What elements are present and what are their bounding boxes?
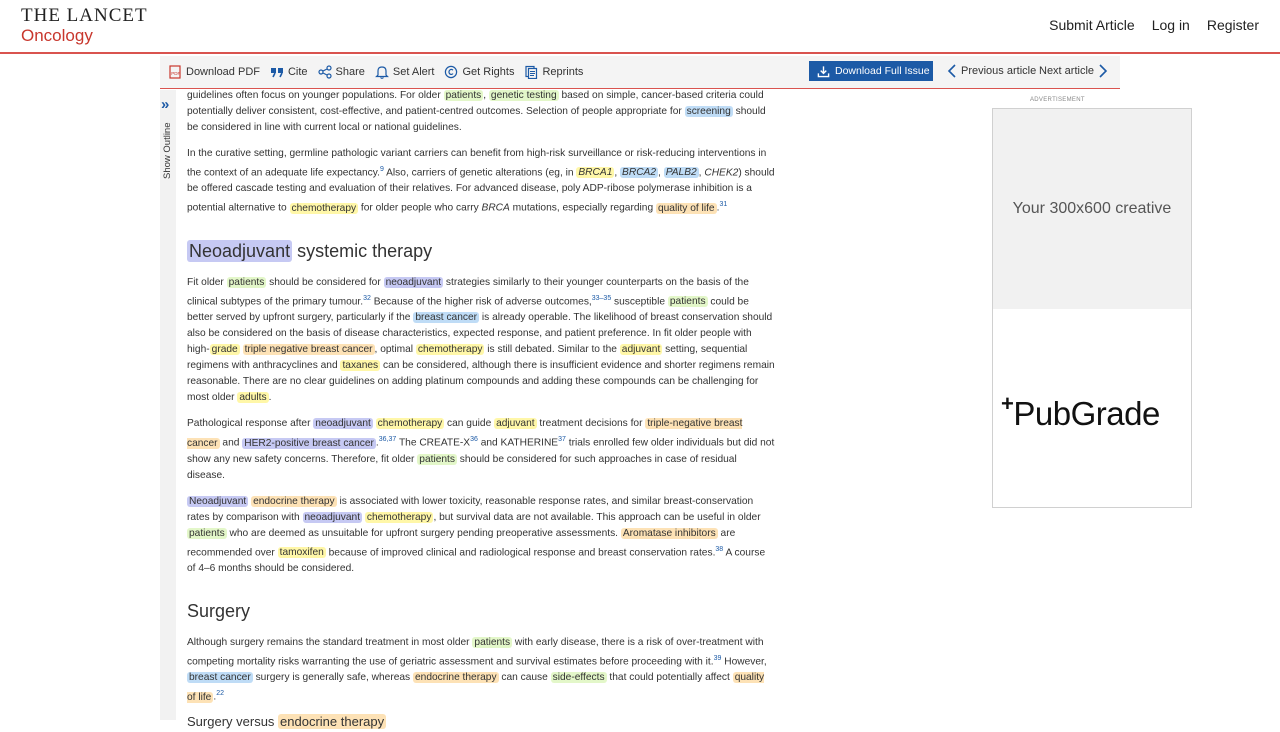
section-heading-neoadjuvant: Neoadjuvant systemic therapy: [189, 240, 433, 261]
show-outline-button[interactable]: [160, 97, 176, 187]
highlight-term[interactable]: chemotherapy: [417, 344, 483, 356]
reference-link[interactable]: 38: [715, 545, 724, 553]
reference-link[interactable]: 39: [713, 654, 722, 662]
site-header: [0, 0, 1280, 54]
reference-link[interactable]: 9: [379, 166, 384, 173]
journal-logo[interactable]: [21, 6, 148, 46]
highlight-term[interactable]: chemotherapy: [377, 418, 443, 430]
highlight-term[interactable]: patients: [445, 90, 482, 101]
highlight-term[interactable]: grade: [211, 344, 238, 356]
highlight-term[interactable]: patients: [228, 276, 265, 288]
paragraph: Although surgery remains the standard treatment in most older patients with early disease, there is a risk of over-treatment with competing mortality risks warranting the use of geriatric assessment and survival estimates before proceeding with it.$^{39}$ However, breast cancer surgery is generally safe, whereas endocrine therapy can cause side-effects that could potentially affect quality of life .$^{22}$: [187, 636, 767, 703]
highlight-term[interactable]: screening: [686, 106, 731, 117]
highlight-term[interactable]: tamoxifen: [279, 546, 324, 558]
copyright-icon: [444, 65, 458, 79]
gene-term[interactable]: BRCA1: [578, 167, 613, 179]
next-article-label: Next article: [1039, 65, 1095, 77]
download-full-issue-button[interactable]: [809, 61, 933, 81]
submit-article-link[interactable]: Submit Article: [1049, 17, 1135, 33]
highlight-term[interactable]: endocrine therapy: [414, 672, 497, 684]
highlight-term[interactable]: Neoadjuvant: [189, 240, 291, 261]
login-link[interactable]: Log in: [1151, 17, 1190, 33]
logo-line2: Oncology: [21, 26, 93, 45]
set-alert-button[interactable]: [375, 65, 435, 79]
top-nav: [1049, 17, 1259, 33]
highlight-term[interactable]: Neoadjuvant: [189, 495, 247, 507]
reference-link[interactable]: 36: [470, 436, 478, 444]
previous-article-link[interactable]: [947, 64, 1036, 78]
paragraph: Pathological response after neoadjuvant chemotherapy can guide adjuvant treatment decisions for triple-negative breast cancer and HER2-positive breast cancer .$^{36,37}$ The CREATE-$X^{36}$ and KATHERINE$^{37}$ trials enrolled few older individuals but did not show any new safety concerns. Therefore, fit older patients should be considered for such approaches in case of residual disease.: [187, 418, 775, 481]
gene-term[interactable]: BRCA2: [622, 167, 657, 179]
advertisement-label: ADVERTISEMENT: [1030, 97, 1085, 103]
get-rights-button[interactable]: [444, 65, 514, 79]
clipped-line: [187, 78, 775, 88]
ad-creative-placeholder: Your 300x600 creative: [993, 109, 1191, 309]
previous-article-label: Previous article: [961, 65, 1037, 77]
next-article-link[interactable]: [1039, 64, 1108, 78]
plus-icon: +: [1001, 391, 1014, 416]
highlight-term[interactable]: adults: [239, 392, 267, 404]
highlight-term[interactable]: neoadjuvant: [304, 511, 361, 523]
set-alert-label: Set Alert: [392, 66, 435, 78]
download-pdf-button[interactable]: [168, 65, 260, 79]
reprints-button[interactable]: [524, 65, 583, 79]
highlight-term[interactable]: patients: [669, 296, 706, 308]
cite-button[interactable]: [270, 65, 308, 79]
reference-link[interactable]: 36,37: [378, 436, 397, 444]
gene-term[interactable]: PALB2: [665, 167, 697, 179]
share-label: Share: [335, 66, 365, 78]
highlight-term[interactable]: genetic testing: [490, 90, 557, 101]
highlight-term[interactable]: breast cancer: [189, 672, 251, 684]
highlight-term[interactable]: patients: [189, 527, 225, 539]
gene-term: CHEK2: [704, 167, 739, 179]
logo-line1: THE LANCET: [21, 5, 148, 26]
reprints-icon: [524, 65, 538, 79]
reference-link[interactable]: 37: [558, 436, 566, 444]
pubgrade-logo: [1001, 391, 1160, 433]
highlight-term[interactable]: Aromatase inhibitors: [622, 527, 716, 539]
reference-link[interactable]: 31: [719, 201, 728, 209]
share-button[interactable]: [318, 65, 365, 79]
pubgrade-logo-text: PubGrade: [1013, 395, 1160, 432]
highlight-term[interactable]: adjuvant: [621, 344, 661, 356]
chevron-right-icon: [1098, 64, 1108, 78]
paragraph: Fit older patients should be considered for neoadjuvant strategies similarly to their younger counterparts on the basis of the clinical subtypes of the primary tumour.$^{32}$ Because of the higher risk of adverse outcomes,$^{33-35}$ susceptible patients could be better served by upfront surgery, particularly if the breast cancer is already operable. The likelihood of breast conservation should also be considered on the basis of disease characteristics, expected response, and patient preference. In fit older people with high- grade triple negative breast cancer , optimal chemotherapy is still debated. Similar to the adjuvant setting, sequential regimens with anthracyclines and taxanes can be considered, although there is insufficient evidence and shorter regimens remain reasonable. There are no clear guidelines on adding platinum compounds and adding these compounds can be challenging for most older adults .: [187, 276, 775, 404]
highlight-term[interactable]: taxanes: [342, 360, 379, 372]
bell-icon: [375, 65, 389, 79]
register-link[interactable]: Register: [1206, 17, 1259, 33]
highlight-term[interactable]: adjuvant: [496, 418, 535, 430]
download-full-issue-label: Download Full Issue: [835, 65, 930, 77]
show-outline-label: Show Outline: [162, 122, 173, 179]
article-body: [187, 78, 775, 732]
highlight-term[interactable]: triple-negative breast cancer: [187, 418, 743, 449]
highlight-term[interactable]: quality of life: [187, 672, 765, 703]
paragraph: In the curative setting, germline pathologic variant carriers can benefit from high-risk surveillance or risk-reducing interventions in the context of an adequate life expectancy.$^9$ Also, carriers of genetic alterations (eg, in BRCA1 , BRCA2 , PALB2 , CHEK2) should be offered cascade testing and evaluation of their relatives. For advanced disease, poly ADP-ribose polymerase inhibition is a potential alternative to chemotherapy for older people who carry BRCA mutations, especially regarding quality of life .$^{31}$: [187, 148, 775, 214]
highlight-term[interactable]: quality of life: [657, 202, 715, 214]
highlight-term[interactable]: endocrine therapy: [280, 713, 385, 729]
reference-link[interactable]: 33–35: [591, 294, 612, 302]
reprints-label: Reprints: [542, 66, 584, 78]
reference-link[interactable]: 22: [216, 690, 224, 698]
svg-text:PDF: PDF: [171, 71, 181, 76]
double-chevron-right-icon: »: [161, 96, 170, 113]
share-icon: [318, 65, 332, 79]
subsection-heading: Surgery versus endocrine therapy: [187, 713, 385, 729]
highlight-term[interactable]: neoadjuvant: [315, 418, 371, 430]
highlight-term[interactable]: neoadjuvant: [385, 276, 442, 288]
download-icon: [817, 65, 830, 78]
gene-term: BRCA: [481, 202, 510, 214]
highlight-term[interactable]: HER2-positive breast cancer: [244, 437, 374, 449]
advertisement-box[interactable]: [992, 108, 1192, 508]
highlight-term[interactable]: triple negative breast cancer: [244, 344, 373, 356]
pdf-icon: [168, 65, 182, 79]
section-heading-surgery: Surgery: [187, 600, 251, 621]
get-rights-label: Get Rights: [462, 66, 515, 78]
highlight-term[interactable]: breast cancer: [415, 312, 478, 324]
highlight-term[interactable]: chemotherapy: [366, 511, 432, 523]
highlight-term[interactable]: side-effects: [552, 672, 605, 684]
cite-label: Cite: [287, 66, 308, 78]
highlight-term[interactable]: patients: [419, 453, 455, 465]
quote-icon: [270, 65, 284, 79]
download-pdf-label: Download PDF: [186, 66, 260, 78]
highlight-term[interactable]: patients: [474, 636, 511, 648]
reference-link[interactable]: 32: [363, 294, 371, 302]
chevron-left-icon: [947, 64, 957, 78]
highlight-term[interactable]: endocrine therapy: [253, 495, 335, 507]
highlight-term[interactable]: chemotherapy: [291, 202, 357, 214]
paragraph: Neoadjuvant endocrine therapy is associated with lower toxicity, reasonable response rates, and similar breast-conservation rates by comparison with neoadjuvant chemotherapy , but survival data are not available. This approach can be useful in older patients who are deemed as unsuitable for upfront surgery pending preoperative assessments. Aromatase inhibitors are recommended over tamoxifen because of improved clinical and radiological response and breast conservation rates.$^{38}$ A course of 4–6 months should be considered.: [187, 495, 766, 574]
paragraph: guidelines often focus on younger populations. For older patients , genetic testing based on simple, cancer-based criteria could potentially deliver consistent, cost-effective, and patient-centred outcomes. Selection of people appropriate for screening should be considered in line with current local or national guidelines.: [187, 90, 766, 133]
